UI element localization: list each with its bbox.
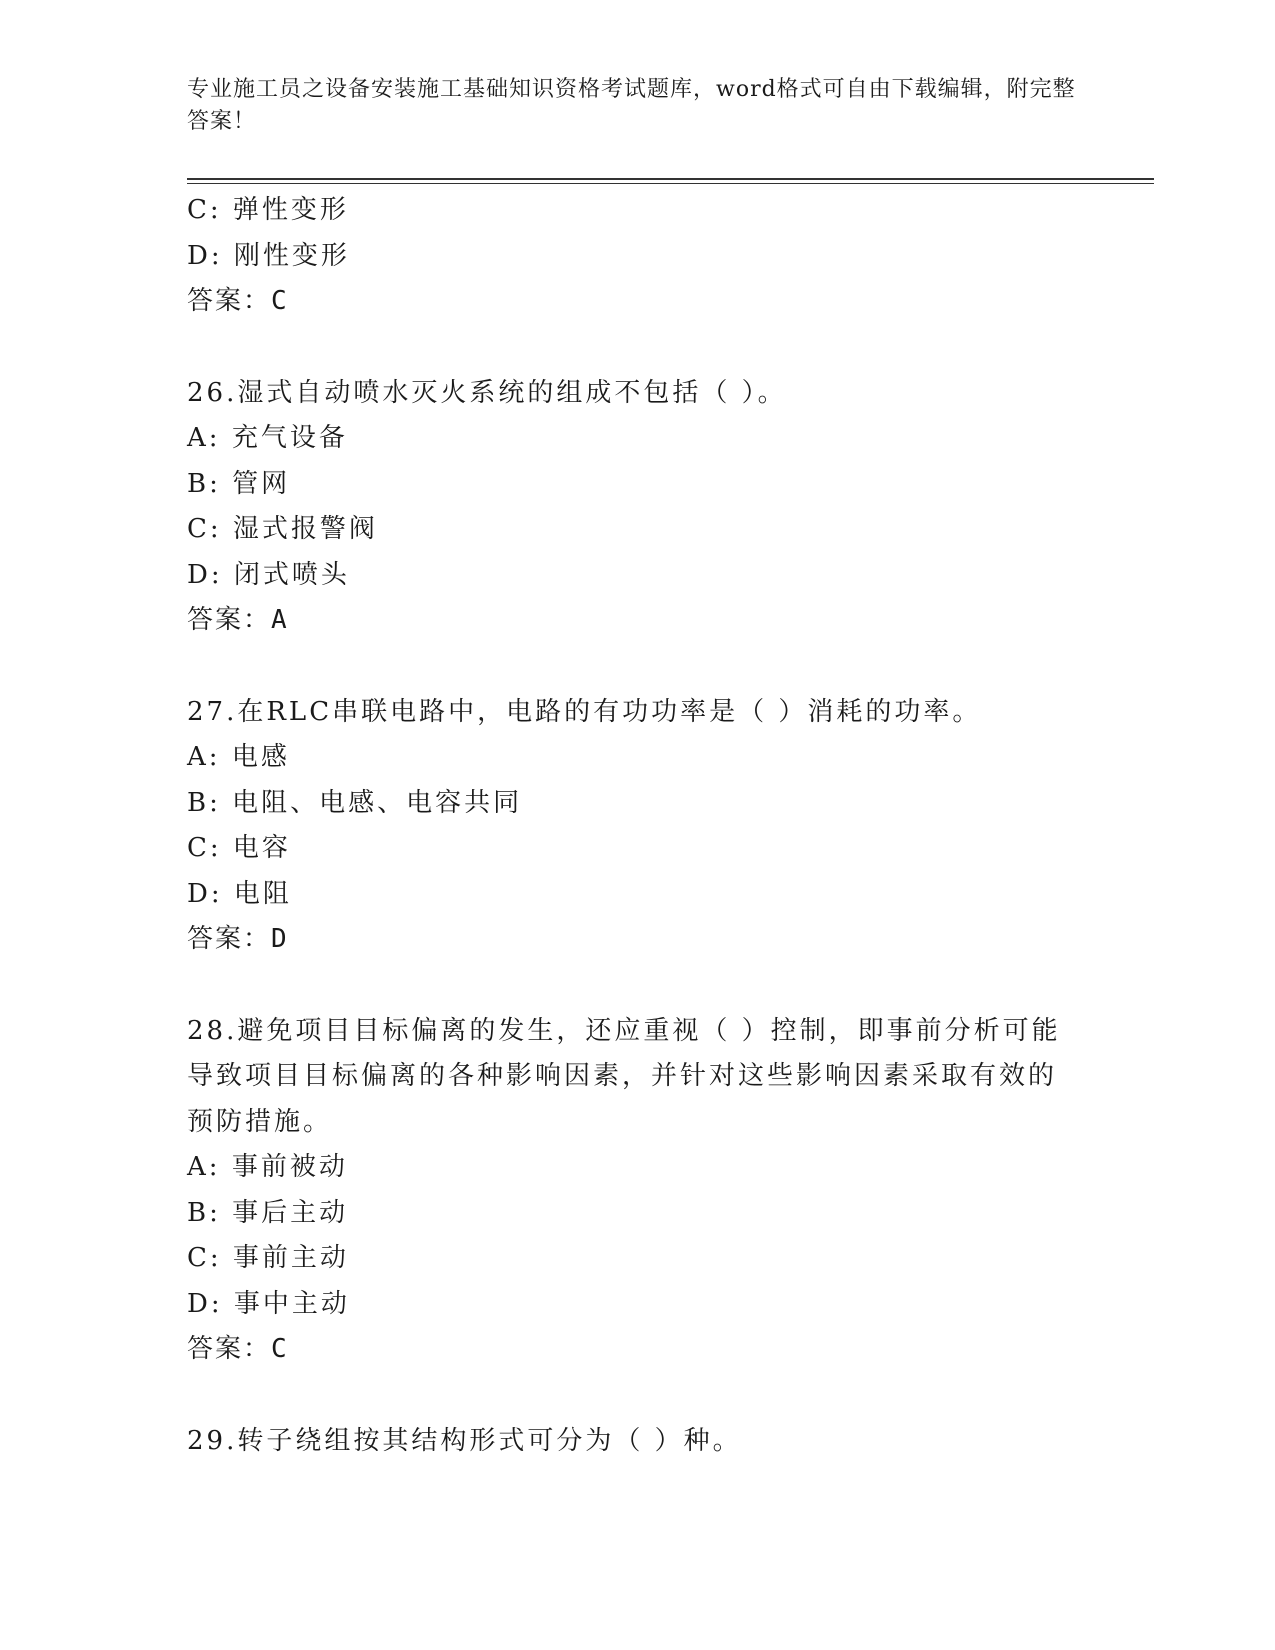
option-b: B: 事后主动 [187,1197,349,1228]
question-stem: 26.湿式自动喷水灭火系统的组成不包括（ ）。 [187,377,787,408]
option-a: A: 充气设备 [187,423,348,453]
answer-line: 答案：C [187,1334,289,1364]
option-a: A: 事前被动 [187,1152,348,1182]
option-d: D: 事中主动 [187,1288,350,1319]
option-a: A: 电感 [187,742,290,772]
option-c: C: 电容 [187,833,291,863]
option-c: C: 弹性变形 [187,195,349,225]
option-c: C: 事前主动 [187,1243,349,1273]
question-list [187,188,1087,1464]
answer-line: 答案：A [187,605,289,635]
question-stem: 29.转子绕组按其结构形式可分为（ ）种。 [187,1425,742,1456]
option-b: B: 电阻、电感、电容共同 [187,787,523,818]
header-divider [187,178,1154,184]
answer-line: 答案：C [187,286,289,316]
option-c: C: 湿式报警阀 [187,514,378,544]
option-d: D: 电阻 [187,878,292,909]
option-d: D: 刚性变形 [187,240,350,271]
option-b: B: 管网 [187,468,291,499]
answer-line: 答案：D [187,924,289,954]
page-header: 专业施工员之设备安装施工基础知识资格考试题库，word格式可自由下载编辑，附完整答案！ [187,77,1076,134]
question-stem: 28.避免项目目标偏离的发生，还应重视（ ）控制，即事前分析可能导致项目目标偏离的各种影响因素，并针对这些影响因素采取有效的预防措施。 [187,1015,1061,1137]
question-stem: 27.在RLC串联电路中，电路的有功功率是（ ）消耗的功率。 [187,696,982,727]
option-d: D: 闭式喷头 [187,559,350,590]
